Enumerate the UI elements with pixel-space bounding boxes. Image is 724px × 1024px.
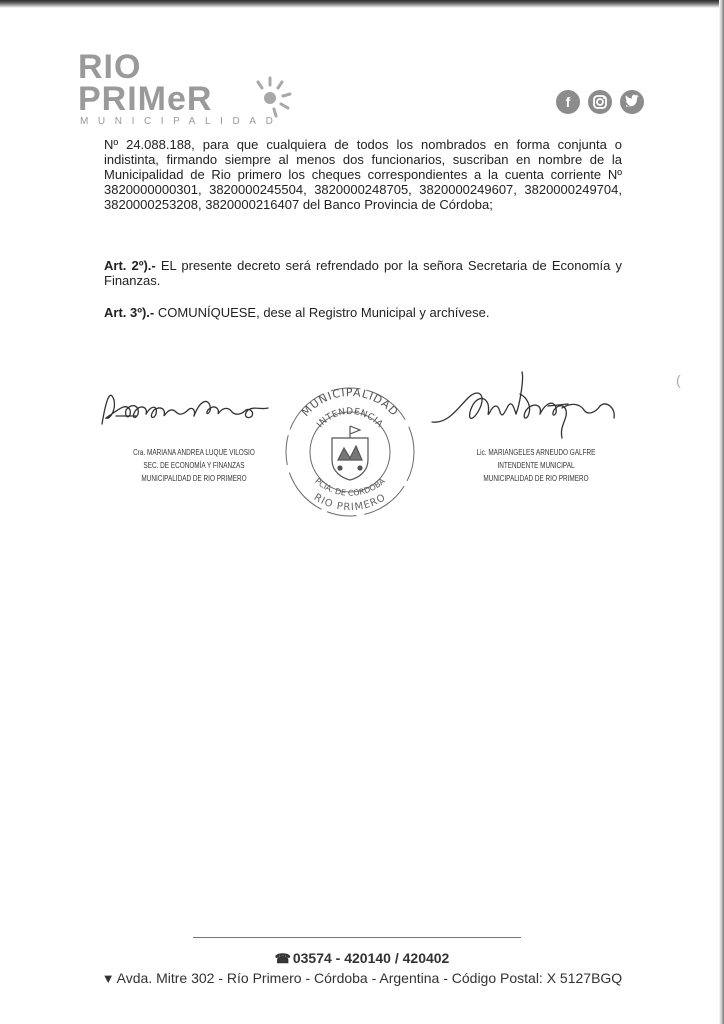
twitter-icon	[620, 90, 644, 114]
scan-mark: (	[676, 372, 681, 388]
article-2	[104, 258, 622, 288]
signer-org-right: MUNICIPALIDAD DE RIO PRIMERO	[483, 474, 589, 483]
signature-right	[428, 368, 628, 444]
instagram-icon	[588, 90, 612, 114]
seal-shield-icon	[332, 426, 368, 480]
footer-phone-text: 03574 - 420140 / 420402	[292, 950, 450, 966]
logo-line1: RIO	[78, 48, 142, 86]
municipality-logo	[78, 50, 298, 135]
logo-subtitle: MUNICIPALIDAD	[80, 116, 283, 127]
location-pin-icon: ▼	[101, 971, 115, 986]
phone-icon: ☎	[274, 951, 291, 966]
seal-bottom-text: PCIA. DE CORDOBA	[313, 476, 387, 498]
seal-middle-text: INTENDENCIA	[315, 406, 385, 430]
paragraph-accounts: Nº 24.088.188, para que cualquiera de todos los nombrados en forma conjunta o indistinta, firmando siempre al menos dos funcionarios, suscriban en nombre de la Municipalidad de Rio primero los cheques correspondientes a la cuenta corriente Nº 3820000000301, 3820000245504, 3820000248705, 3820000249607, 3820000249704, 3820000253208, 3820000216407 del Banco Provincia de Córdoba;	[104, 137, 622, 212]
scan-edge-top	[0, 0, 724, 8]
signature-left	[96, 380, 276, 440]
scan-edge-right	[719, 0, 724, 1024]
sun-icon	[248, 72, 296, 120]
logo-line2: PRIMeR	[78, 80, 213, 118]
footer-address	[0, 970, 724, 986]
signer-name-right: Lic. MARIANGELES ARNEUDO GALFRE	[476, 448, 596, 457]
footer-phone	[0, 950, 724, 967]
signer-org-left: MUNICIPALIDAD DE RIO PRIMERO	[141, 474, 247, 483]
social-icons	[556, 90, 656, 116]
footer-address-text: Avda. Mitre 302 - Río Primero - Córdoba - Argentina - Código Postal: X 5127BGQ	[116, 970, 623, 986]
signature-caption-right	[456, 446, 616, 485]
signer-title-right: INTENDENTE MUNICIPAL	[497, 461, 575, 470]
municipal-seal	[280, 382, 420, 522]
article-3	[104, 305, 622, 320]
art2-label: Art. 2º).-	[104, 258, 156, 273]
seal-top-text: MUNICIPALIDAD	[298, 385, 402, 419]
signer-name-left: Cra. MARIANA ANDREA LUQUE VILOSIO	[133, 448, 255, 457]
signer-title-left: SEC. DE ECONOMÍA Y FINANZAS	[143, 461, 245, 470]
art3-label: Art. 3º).-	[104, 305, 155, 320]
signature-caption-left	[116, 446, 273, 485]
art2-text: EL presente decreto será refrendado por la señora Secretaria de Economía y Finanzas.	[104, 258, 622, 288]
seal-bottom-text-2: RIO PRIMERO	[311, 491, 389, 514]
facebook-icon: f	[556, 90, 580, 114]
art3-text: COMUNÍQUESE, dese al Registro Municipal y archívese.	[154, 305, 490, 320]
footer-divider	[193, 937, 521, 938]
